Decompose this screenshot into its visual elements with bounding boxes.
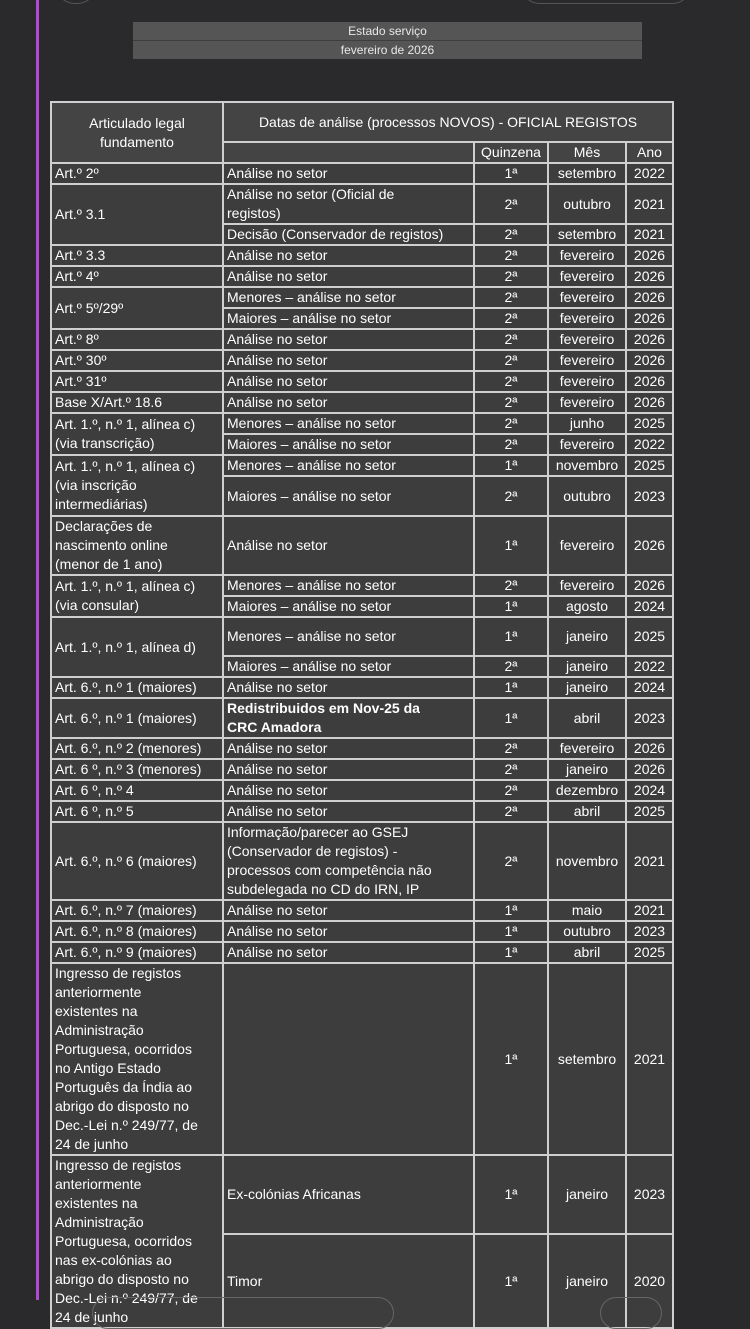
mes-cell: abril: [548, 942, 626, 963]
ano-cell: 2025: [626, 942, 673, 963]
description-cell: Análise no setor: [223, 516, 474, 575]
quinzena-cell: 1ª: [474, 516, 548, 575]
quinzena-cell: 1ª: [474, 617, 548, 656]
description-cell: Análise no setor: [223, 677, 474, 698]
table-row: [51, 329, 673, 350]
ano-cell: 2026: [626, 350, 673, 371]
header-analysis-dates: Datas de análise (processos NOVOS) - OFICIAL REGISTOS: [223, 102, 673, 142]
legal-basis-cell: Ingresso de registos anteriormente existentes na Administração Portuguesa, ocorridos nas ex-colónias ao abrigo do disposto no Dec.-Lei n.º 249/77, de 24 de junho: [51, 1155, 223, 1328]
table-row: [51, 413, 673, 434]
legal-basis-cell: Art.º 30º: [51, 350, 223, 371]
legal-basis-cell: Art.º 8º: [51, 329, 223, 350]
description-cell: Análise no setor: [223, 371, 474, 392]
ano-cell: 2023: [626, 1155, 673, 1234]
description-cell: Análise no setor: [223, 759, 474, 780]
description-cell: Análise no setor (Oficial de registos): [223, 184, 474, 224]
mes-cell: abril: [548, 698, 626, 738]
quinzena-cell: 2ª: [474, 822, 548, 900]
ano-cell: 2026: [626, 516, 673, 575]
description-cell: Maiores – análise no setor: [223, 656, 474, 677]
ano-cell: 2024: [626, 596, 673, 617]
ano-cell: 2025: [626, 455, 673, 476]
description-cell: Análise no setor: [223, 163, 474, 184]
legal-basis-cell: Declarações de nascimento online (menor de 1 ano): [51, 516, 223, 575]
table-row: [51, 759, 673, 780]
description-cell: Análise no setor: [223, 245, 474, 266]
mes-cell: fevereiro: [548, 245, 626, 266]
legal-basis-cell: Art.º 2º: [51, 163, 223, 184]
legal-basis-cell: Art. 6.º, n.º 9 (maiores): [51, 942, 223, 963]
mes-cell: janeiro: [548, 656, 626, 677]
quinzena-cell: 2ª: [474, 738, 548, 759]
description-cell: Análise no setor: [223, 900, 474, 921]
quinzena-cell: 2ª: [474, 329, 548, 350]
quinzena-cell: 2ª: [474, 184, 548, 224]
legal-basis-cell: Ingresso de registos anteriormente existentes na Administração Portuguesa, ocorridos no Antigo Estado Português da Índia ao abrigo do disposto no Dec.-Lei n.º 249/77, de 24 de junho: [51, 963, 223, 1155]
header-legal-basis: Articulado legal fundamento: [51, 102, 223, 163]
ano-cell: 2024: [626, 780, 673, 801]
quinzena-cell: 2ª: [474, 392, 548, 413]
mes-cell: janeiro: [548, 617, 626, 656]
table-row: [51, 287, 673, 308]
quinzena-cell: 1ª: [474, 163, 548, 184]
description-cell: Menores – análise no setor: [223, 287, 474, 308]
legal-basis-cell: Base X/Art.º 18.6: [51, 392, 223, 413]
ano-cell: 2022: [626, 434, 673, 455]
description-cell: Menores – análise no setor: [223, 455, 474, 476]
description-cell: Análise no setor: [223, 392, 474, 413]
quinzena-cell: 2ª: [474, 308, 548, 329]
table-row: [51, 617, 673, 656]
table-row: [51, 455, 673, 476]
ano-cell: 2021: [626, 822, 673, 900]
legal-basis-cell: Art. 6.º, n.º 2 (menores): [51, 738, 223, 759]
legal-basis-cell: Art. 6 º, n.º 5: [51, 801, 223, 822]
description-cell: Menores – análise no setor: [223, 413, 474, 434]
table-row: [51, 245, 673, 266]
mes-cell: outubro: [548, 184, 626, 224]
ano-cell: 2026: [626, 392, 673, 413]
ano-cell: 2026: [626, 575, 673, 596]
table-row: [51, 900, 673, 921]
ano-cell: 2026: [626, 308, 673, 329]
table-row: [51, 738, 673, 759]
description-cell: Análise no setor: [223, 738, 474, 759]
table-row: [51, 266, 673, 287]
legal-basis-cell: Art.º 3.3: [51, 245, 223, 266]
quinzena-cell: 2ª: [474, 476, 548, 516]
description-cell: [223, 963, 474, 1155]
legal-basis-cell: Art.º 31º: [51, 371, 223, 392]
mes-cell: fevereiro: [548, 516, 626, 575]
status-title: Estado serviço: [348, 24, 427, 38]
quinzena-cell: 2ª: [474, 350, 548, 371]
quinzena-cell: 2ª: [474, 371, 548, 392]
mes-cell: abril: [548, 801, 626, 822]
legal-basis-cell: Art. 1.º, n.º 1, alínea c) (via inscrição intermediárias): [51, 455, 223, 516]
mes-cell: maio: [548, 900, 626, 921]
ano-cell: 2023: [626, 698, 673, 738]
mes-cell: novembro: [548, 455, 626, 476]
mes-cell: setembro: [548, 163, 626, 184]
legal-basis-cell: Art.º 4º: [51, 266, 223, 287]
table-row: [51, 921, 673, 942]
description-cell: Maiores – análise no setor: [223, 596, 474, 617]
table-row: [51, 575, 673, 596]
ano-cell: 2021: [626, 224, 673, 245]
ano-cell: 2025: [626, 413, 673, 434]
quinzena-cell: 2ª: [474, 656, 548, 677]
legal-basis-cell: Art.º 5º/29º: [51, 287, 223, 329]
status-period: fevereiro de 2026: [133, 40, 642, 59]
quinzena-cell: 1ª: [474, 677, 548, 698]
ano-cell: 2021: [626, 900, 673, 921]
legal-basis-cell: Art. 6 º, n.º 4: [51, 780, 223, 801]
mes-cell: janeiro: [548, 1234, 626, 1328]
ano-cell: 2022: [626, 163, 673, 184]
mes-cell: setembro: [548, 963, 626, 1155]
quinzena-cell: 2ª: [474, 245, 548, 266]
mes-cell: fevereiro: [548, 434, 626, 455]
table-row: [51, 516, 673, 575]
quinzena-cell: 1ª: [474, 596, 548, 617]
mes-cell: janeiro: [548, 1155, 626, 1234]
description-cell: Maiores – análise no setor: [223, 434, 474, 455]
table-row: [51, 163, 673, 184]
mes-cell: fevereiro: [548, 308, 626, 329]
ano-cell: 2021: [626, 184, 673, 224]
ano-cell: 2021: [626, 963, 673, 1155]
table-row: [51, 942, 673, 963]
description-cell: Menores – análise no setor: [223, 575, 474, 596]
table-row: [51, 780, 673, 801]
quinzena-cell: 2ª: [474, 224, 548, 245]
quinzena-cell: 2ª: [474, 287, 548, 308]
mes-cell: junho: [548, 413, 626, 434]
header-description: [223, 142, 474, 163]
quinzena-cell: 1ª: [474, 963, 548, 1155]
ano-cell: 2026: [626, 329, 673, 350]
ano-cell: 2022: [626, 656, 673, 677]
ano-cell: 2024: [626, 677, 673, 698]
quinzena-cell: 1ª: [474, 921, 548, 942]
mes-cell: agosto: [548, 596, 626, 617]
quinzena-cell: 1ª: [474, 698, 548, 738]
ano-cell: 2020: [626, 1234, 673, 1328]
header-mes: Mês: [548, 142, 626, 163]
table-row: [51, 184, 673, 224]
ano-cell: 2026: [626, 245, 673, 266]
mes-cell: janeiro: [548, 759, 626, 780]
description-cell: Análise no setor: [223, 350, 474, 371]
description-cell: Análise no setor: [223, 942, 474, 963]
quinzena-cell: 1ª: [474, 942, 548, 963]
mes-cell: fevereiro: [548, 350, 626, 371]
ano-cell: 2026: [626, 371, 673, 392]
ano-cell: 2023: [626, 476, 673, 516]
table-row: [51, 822, 673, 900]
header-ano: Ano: [626, 142, 673, 163]
quinzena-cell: 1ª: [474, 1155, 548, 1234]
mes-cell: outubro: [548, 921, 626, 942]
description-cell: Maiores – análise no setor: [223, 308, 474, 329]
description-cell: Decisão (Conservador de registos): [223, 224, 474, 245]
quinzena-cell: 2ª: [474, 575, 548, 596]
mes-cell: novembro: [548, 822, 626, 900]
table-row: [51, 1155, 673, 1234]
description-cell: Análise no setor: [223, 801, 474, 822]
description-cell: Timor: [223, 1234, 474, 1328]
mes-cell: fevereiro: [548, 371, 626, 392]
ano-cell: 2026: [626, 738, 673, 759]
ano-cell: 2026: [626, 266, 673, 287]
legal-basis-cell: Art. 6 º, n.º 3 (menores): [51, 759, 223, 780]
top-control-left: [55, 0, 97, 4]
ano-cell: 2023: [626, 921, 673, 942]
quinzena-cell: 2ª: [474, 780, 548, 801]
quinzena-cell: 1ª: [474, 455, 548, 476]
status-header: [133, 22, 642, 59]
description-cell: Menores – análise no setor: [223, 617, 474, 656]
bottom-control-right: [600, 1297, 662, 1329]
table-row: [51, 350, 673, 371]
mes-cell: fevereiro: [548, 287, 626, 308]
legal-basis-cell: Art. 6.º, n.º 7 (maiores): [51, 900, 223, 921]
quinzena-cell: 1ª: [474, 900, 548, 921]
mes-cell: fevereiro: [548, 738, 626, 759]
quinzena-cell: 2ª: [474, 434, 548, 455]
description-cell: Análise no setor: [223, 780, 474, 801]
mes-cell: janeiro: [548, 677, 626, 698]
window-edge-accent: [36, 0, 39, 1300]
ano-cell: 2025: [626, 801, 673, 822]
description-cell: Informação/parecer ao GSEJ (Conservador de registos) - processos com competência não subdelegada no CD do IRN, IP: [223, 822, 474, 900]
header-quinzena: Quinzena: [474, 142, 548, 163]
table-row: [51, 698, 673, 738]
mes-cell: outubro: [548, 476, 626, 516]
quinzena-cell: 2ª: [474, 266, 548, 287]
table-row: [51, 371, 673, 392]
legal-basis-cell: Art. 1.º, n.º 1, alínea c) (via transcrição): [51, 413, 223, 455]
legal-basis-cell: Art. 1.º, n.º 1, alínea c) (via consular): [51, 575, 223, 617]
analysis-dates-table: [50, 101, 674, 1329]
description-cell: Análise no setor: [223, 329, 474, 350]
mes-cell: setembro: [548, 224, 626, 245]
description-cell: Análise no setor: [223, 266, 474, 287]
legal-basis-cell: Art. 1.º, n.º 1, alínea d): [51, 617, 223, 677]
table-row: [51, 801, 673, 822]
mes-cell: fevereiro: [548, 266, 626, 287]
ano-cell: 2026: [626, 287, 673, 308]
description-cell: Ex-colónias Africanas: [223, 1155, 474, 1234]
mes-cell: dezembro: [548, 780, 626, 801]
legal-basis-cell: Art. 6.º, n.º 1 (maiores): [51, 698, 223, 738]
legal-basis-cell: Art.º 3.1: [51, 184, 223, 245]
mes-cell: fevereiro: [548, 329, 626, 350]
table-row: [51, 677, 673, 698]
bottom-control-left: [92, 1297, 394, 1329]
ano-cell: 2026: [626, 759, 673, 780]
ano-cell: 2025: [626, 617, 673, 656]
description-cell: Análise no setor: [223, 921, 474, 942]
quinzena-cell: 2ª: [474, 413, 548, 434]
description-cell: Maiores – análise no setor: [223, 476, 474, 516]
quinzena-cell: 2ª: [474, 759, 548, 780]
mes-cell: fevereiro: [548, 392, 626, 413]
mes-cell: fevereiro: [548, 575, 626, 596]
quinzena-cell: 2ª: [474, 801, 548, 822]
legal-basis-cell: Art. 6.º, n.º 1 (maiores): [51, 677, 223, 698]
legal-basis-cell: Art. 6.º, n.º 6 (maiores): [51, 822, 223, 900]
top-control-right: [520, 0, 692, 4]
legal-basis-cell: Art. 6.º, n.º 8 (maiores): [51, 921, 223, 942]
table-row: [51, 963, 673, 1155]
description-cell: Redistribuidos em Nov-25 da CRC Amadora: [223, 698, 474, 738]
table-row: [51, 392, 673, 413]
quinzena-cell: 1ª: [474, 1234, 548, 1328]
